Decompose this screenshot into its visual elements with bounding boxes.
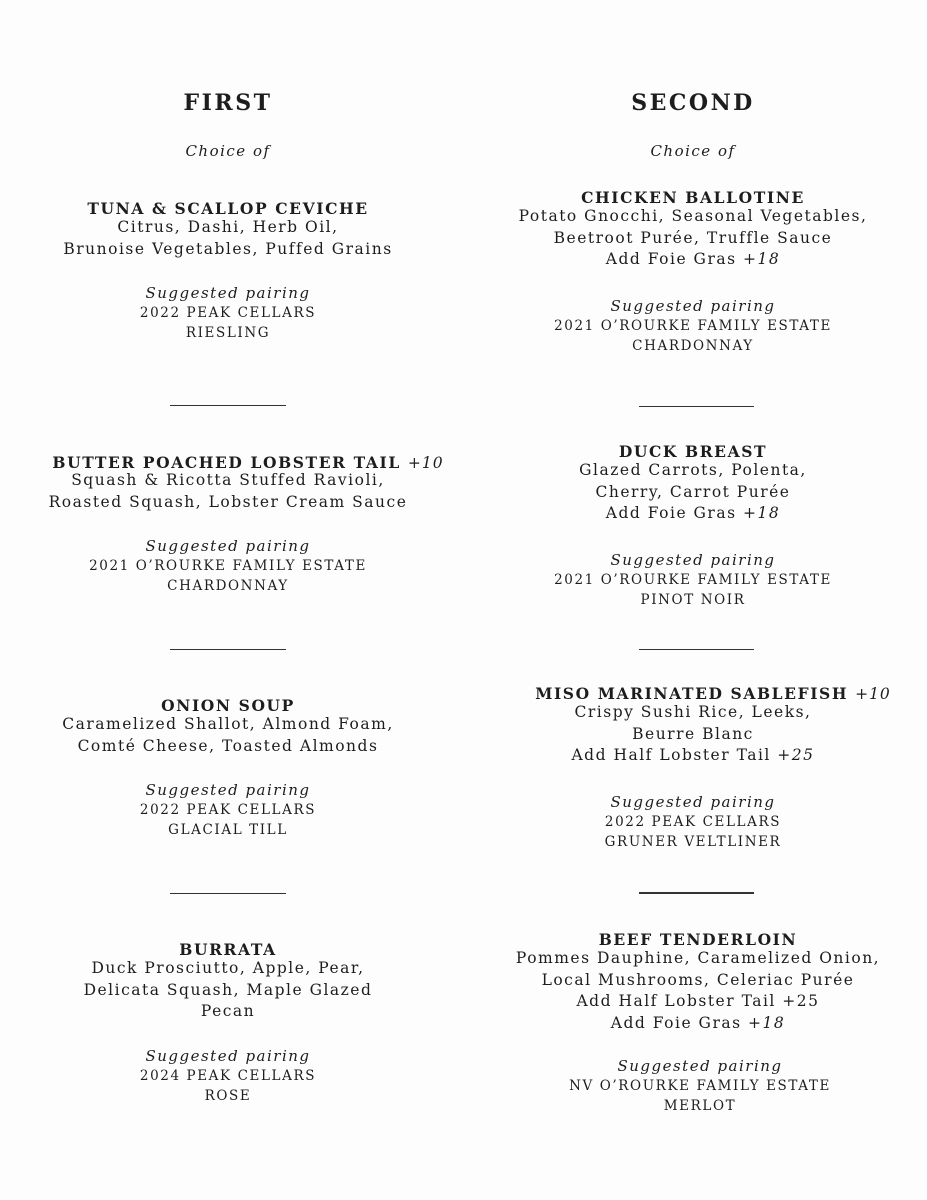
wine-pairing: 2024 PEAK CELLARS ROSE <box>139 1068 317 1104</box>
dish-title: MISO MARINATED SABLEFISH +10 <box>535 684 891 703</box>
second-course-heading: SECOND <box>631 90 755 116</box>
pairing-label: Suggested pairing <box>617 1057 783 1075</box>
pairing-label: Suggested pairing <box>610 551 776 569</box>
wine-pairing: 2021 O’ROURKE FAMILY ESTATE PINOT NOIR <box>554 572 832 608</box>
dish-description: Crispy Sushi Rice, Leeks, Beurre Blanc Add Half Lobster Tail +25 <box>571 703 815 764</box>
pairing-label: Suggested pairing <box>145 537 311 555</box>
dish-description: Glazed Carrots, Polenta, Cherry, Carrot Purée Add Foie Gras +18 <box>579 461 807 522</box>
wine-pairing: 2021 O’ROURKE FAMILY ESTATE CHARDONNAY <box>89 558 367 594</box>
divider <box>639 649 754 650</box>
second-choice-of: Choice of <box>650 142 736 160</box>
wine-pairing: 2022 PEAK CELLARS GLACIAL TILL <box>139 802 317 838</box>
divider <box>170 893 286 894</box>
pairing-label: Suggested pairing <box>145 1047 311 1065</box>
dish-title: DUCK BREAST <box>618 442 768 461</box>
divider <box>639 892 754 894</box>
divider <box>170 405 286 406</box>
first-course-heading: FIRST <box>183 90 273 116</box>
dish-title: ONION SOUP <box>161 696 295 715</box>
dish-description: Squash & Ricotta Stuffed Ravioli, Roasted Squash, Lobster Cream Sauce <box>48 471 408 511</box>
dish-title: CHICKEN BALLOTINE <box>581 188 805 207</box>
pairing-label: Suggested pairing <box>145 284 311 302</box>
pairing-label: Suggested pairing <box>610 297 776 315</box>
pairing-label: Suggested pairing <box>145 781 311 799</box>
dish-title: TUNA & SCALLOP CEVICHE <box>87 199 369 218</box>
dish-title: BEEF TENDERLOIN <box>598 930 798 949</box>
dish-description: Pommes Dauphine, Caramelized Onion, Local Mushrooms, Celeriac Purée Add Half Lobster Tail +25 Add Foie Gras +18 <box>515 949 881 1032</box>
wine-pairing: NV O’ROURKE FAMILY ESTATE MERLOT <box>569 1078 831 1114</box>
dish-description: Citrus, Dashi, Herb Oil, Brunoise Vegetables, Puffed Grains <box>63 218 393 258</box>
wine-pairing: 2022 PEAK CELLARS GRUNER VELTLINER <box>604 814 782 850</box>
dish-description: Duck Prosciutto, Apple, Pear, Delicata Squash, Maple Glazed Pecan <box>83 959 373 1020</box>
dish-description: Caramelized Shallot, Almond Foam, Comté Cheese, Toasted Almonds <box>62 715 394 755</box>
divider <box>639 406 754 407</box>
dish-title: BUTTER POACHED LOBSTER TAIL +10 <box>52 453 444 472</box>
dish-description: Potato Gnocchi, Seasonal Vegetables, Beetroot Purée, Truffle Sauce Add Foie Gras +18 <box>518 207 868 268</box>
first-choice-of: Choice of <box>185 142 271 160</box>
divider <box>170 649 286 650</box>
wine-pairing: 2022 PEAK CELLARS RIESLING <box>139 305 317 341</box>
dish-title: BURRATA <box>179 940 277 959</box>
wine-pairing: 2021 O’ROURKE FAMILY ESTATE CHARDONNAY <box>554 318 832 354</box>
pairing-label: Suggested pairing <box>610 793 776 811</box>
